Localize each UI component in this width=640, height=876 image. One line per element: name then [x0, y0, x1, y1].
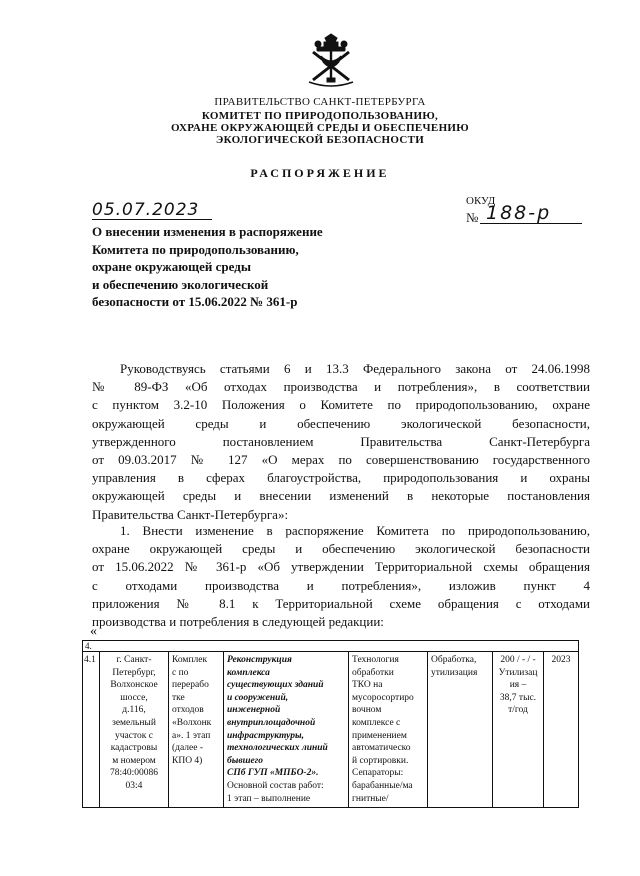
cell-line: с по — [172, 667, 189, 678]
cell-line: кадастровы — [110, 743, 158, 754]
subject-line: и обеспечению экологической — [92, 276, 269, 292]
cell-line: ТКО на — [352, 680, 383, 691]
cell-line: Утилизац — [498, 667, 538, 678]
cell-line: г. Санкт- — [116, 655, 152, 665]
cell-line: а». 1 этап — [172, 730, 211, 741]
paragraph-line: от 15.06.2022 № 361-р «Об утверждении Территориальной схемы обращения — [92, 559, 590, 575]
cell-line: 200 / - / - — [500, 655, 536, 665]
cell-line: применением — [352, 730, 407, 741]
cell-line: внутриплощадочной — [227, 717, 316, 728]
document-number: 188-р — [486, 202, 552, 224]
appendix-table — [82, 640, 579, 808]
document-type-title: РАСПОРЯЖЕНИЕ — [250, 166, 390, 180]
cell-line: шоссе, — [120, 692, 148, 703]
cell-line: отходов — [172, 705, 204, 716]
opening-quote: « — [90, 624, 97, 639]
project-cell — [224, 652, 349, 808]
cell-line: 38,7 тыс. — [499, 692, 537, 703]
paragraph-line: 1. Внести изменение в распоряжение Комитета по природопользованию, — [120, 523, 590, 538]
cell-line: комплексе с — [352, 717, 401, 728]
paragraph-line: от 09.03.2017 № 127 «О мерах по совершенствованию государственного — [92, 452, 590, 468]
cell-line: обработки — [352, 667, 394, 678]
cell-line: КПО 4) — [172, 755, 203, 766]
cell-line: гнитные/ — [352, 793, 389, 804]
row-number-cell: 4.1 — [83, 652, 100, 808]
cell-line: й сортировки. — [352, 755, 409, 766]
capacity-cell — [493, 652, 544, 808]
cell-line: м номером — [112, 755, 156, 766]
paragraph-item-1 — [92, 522, 590, 631]
cell-line: бывшего — [227, 755, 263, 766]
okud-label: ОКУД — [466, 195, 496, 207]
cell-line: Сепараторы: — [352, 768, 404, 779]
paragraph-line: производства и потребления в следующей редакции: — [92, 614, 384, 630]
cell-line: технологических линий — [227, 743, 328, 754]
cell-line: Реконструкция — [227, 655, 292, 665]
cell-line: (далее - — [172, 743, 204, 754]
cell-line: Волхонское — [110, 680, 158, 691]
cell-line: СПб ГУП «МПБО-2». — [227, 768, 319, 779]
complex-cell — [169, 652, 224, 808]
cell-line: ия – — [509, 680, 527, 691]
document-subject — [92, 223, 323, 311]
year-cell: 2023 — [544, 652, 579, 808]
paragraph-line: Правительства Санкт-Петербурга»: — [92, 506, 289, 522]
paragraph-legal-basis — [92, 360, 590, 524]
cell-line: 1 этап – выполнение — [227, 793, 311, 804]
cell-line: Основной состав работ: — [227, 780, 324, 791]
table-section-cell: 4. — [83, 641, 579, 652]
cell-line: существующих зданий — [227, 680, 324, 691]
cell-line: 03:4 — [125, 780, 143, 791]
cell-line: инфраструктуры, — [227, 730, 304, 741]
paragraph-line: охране окружающей среды и обеспечению экологической безопасности — [92, 541, 590, 557]
cell-line: т/год — [508, 705, 528, 716]
table-row — [83, 652, 579, 808]
cell-line: вочном — [352, 705, 382, 716]
cell-line: барабанные/ма — [352, 780, 413, 791]
cell-line: утилизация — [431, 667, 478, 678]
paragraph-line: Руководствуясь статьями 6 и 13.3 Федерального закона от 24.06.1998 — [120, 361, 590, 376]
cell-line: д.116, — [122, 705, 146, 716]
paragraph-line: № 89-ФЗ «Об отходах производства и потребления», в соответствии — [92, 379, 590, 395]
table-header-row — [83, 641, 579, 652]
number-underline — [480, 223, 582, 224]
cell-line: Комплек — [172, 655, 208, 665]
subject-line: О внесении изменения в распоряжение — [92, 224, 323, 239]
cell-line: «Волхонк — [172, 717, 212, 728]
document-date: 05.07.2023 — [92, 200, 200, 220]
paragraph-line: окружающей среды и обеспечению экологической безопасности, — [92, 415, 590, 431]
committee-name-line3: ЭКОЛОГИЧЕСКОЙ БЕЗОПАСНОСТИ — [215, 134, 425, 146]
committee-name-line1: КОМИТЕТ ПО ПРИРОДОПОЛЬЗОВАНИЮ, — [201, 110, 439, 122]
cell-line: автоматическо — [352, 743, 411, 754]
cell-line: комплекса — [227, 667, 270, 678]
paragraph-line: приложения № 8.1 к Территориальной схеме обращения с отходами — [92, 595, 590, 611]
subject-line: безопасности от 15.06.2022 № 361-р — [92, 294, 298, 310]
paragraph-line: с пунктом 3.2-10 Положения о Комитете по природопользованию, охране — [92, 397, 590, 413]
paragraph-line: управления в сферах благоустройства, природопользования и охраны — [92, 470, 590, 486]
cell-line: Петербург, — [112, 667, 156, 678]
number-label: № — [466, 210, 479, 225]
paragraph-line: утвержденного постановлением Правительства Санкт-Петербурга — [92, 433, 590, 449]
committee-name-line2: ОХРАНЕ ОКРУЖАЮЩЕЙ СРЕДЫ И ОБЕСПЕЧЕНИЮ — [171, 122, 469, 134]
cell-line: инженерной — [227, 705, 281, 716]
cell-line: перерабо — [172, 680, 209, 691]
subject-line: Комитета по природопользованию, — [92, 241, 299, 257]
paragraph-line: окружающей среды и внесении изменений в некоторые постановления — [92, 488, 590, 504]
date-underline — [92, 219, 212, 220]
subject-line: охране окружающей среды — [92, 259, 251, 275]
location-cell — [100, 652, 169, 808]
cell-line: и сооружений, — [227, 692, 289, 703]
cell-line: Технология — [352, 655, 399, 665]
technology-cell — [349, 652, 428, 808]
cell-line: 78:40:00086 — [109, 768, 159, 779]
cell-line: земельный — [112, 717, 156, 728]
cell-line: участок с — [115, 730, 153, 741]
purpose-cell — [428, 652, 493, 808]
cell-line: мусоросортиро — [352, 692, 414, 703]
cell-line: тке — [172, 692, 185, 703]
paragraph-line: с отходами производства и потребления», изложив пункт 4 — [92, 577, 590, 593]
cell-line: Обработка, — [431, 655, 477, 665]
coat-of-arms-emblem — [305, 32, 357, 88]
government-header: ПРАВИТЕЛЬСТВО САНКТ-ПЕТЕРБУРГА — [214, 96, 426, 108]
